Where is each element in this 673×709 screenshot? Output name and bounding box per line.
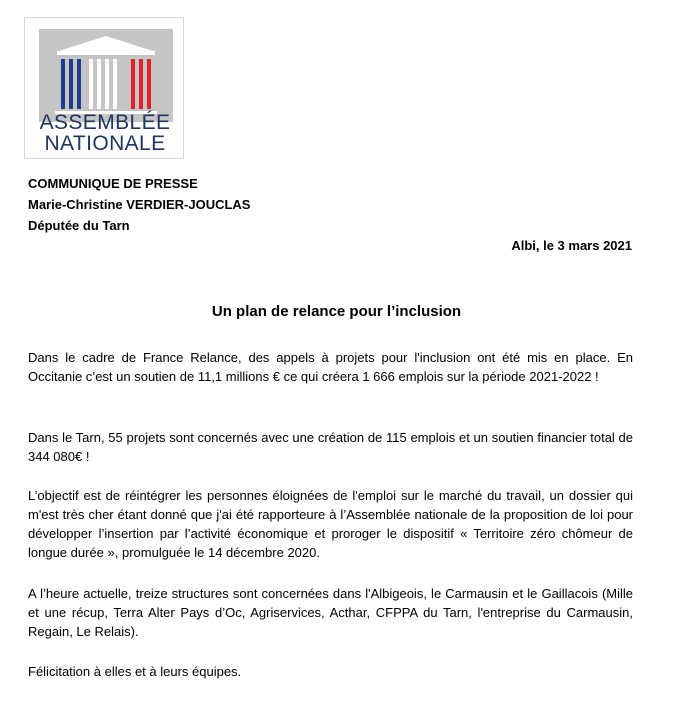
document-title: Un plan de relance pour l’inclusion — [211, 303, 462, 320]
paragraph-1: Dans le cadre de France Relance, des appels à projets pour l'inclusion ont été mis en place. En Occitanie c’est un soutien de 11,1 millions € ce qui créera 1 666 emplois sur la période 2021-2022 ! — [28, 350, 633, 384]
author-name: Marie-Christine VERDIER-JOUCLAS — [28, 197, 251, 212]
press-release-label: COMMUNIQUE DE PRESSE — [28, 176, 198, 191]
author-role: Députée du Tarn — [28, 218, 130, 233]
paragraph-3: L’objectif est de réintégrer les personnes éloignées de l'emploi sur le marché du travail, un dossier qui m'est très cher étant donné que j'ai été rapporteure à l’Assemblée nationale de la proposition de loi pour développer l’insertion par l’activité économique et proroger le dispositif « Territoire zéro chômeur de longue durée », promulguée le 14 décembre 2020. — [28, 488, 633, 560]
paragraph-4: A l’heure actuelle, treize structures sont concernées dans l'Albigeois, le Carmausin et le Gaillacois (Mille et une récup, Terra Alter Pays d’Oc, Agriservices, Acthar, CFPPA du Tarn, l'entreprise du Carmausin, Regain, Le Relais). — [28, 586, 633, 639]
assemblee-nationale-logo — [24, 17, 184, 159]
paragraph-2: Dans le Tarn, 55 projets sont concernés avec une création de 115 emplois et un soutien financier total de 344 080€ ! — [28, 430, 633, 464]
hemicycle-emblem-icon — [39, 29, 173, 122]
paragraph-5: Félicitation à elles et à leurs équipes. — [28, 664, 242, 679]
release-date: Albi, le 3 mars 2021 — [511, 238, 632, 253]
logo-text-assemblee: ASSEMBLÉE — [39, 111, 171, 134]
logo-text-nationale: NATIONALE — [44, 132, 166, 155]
